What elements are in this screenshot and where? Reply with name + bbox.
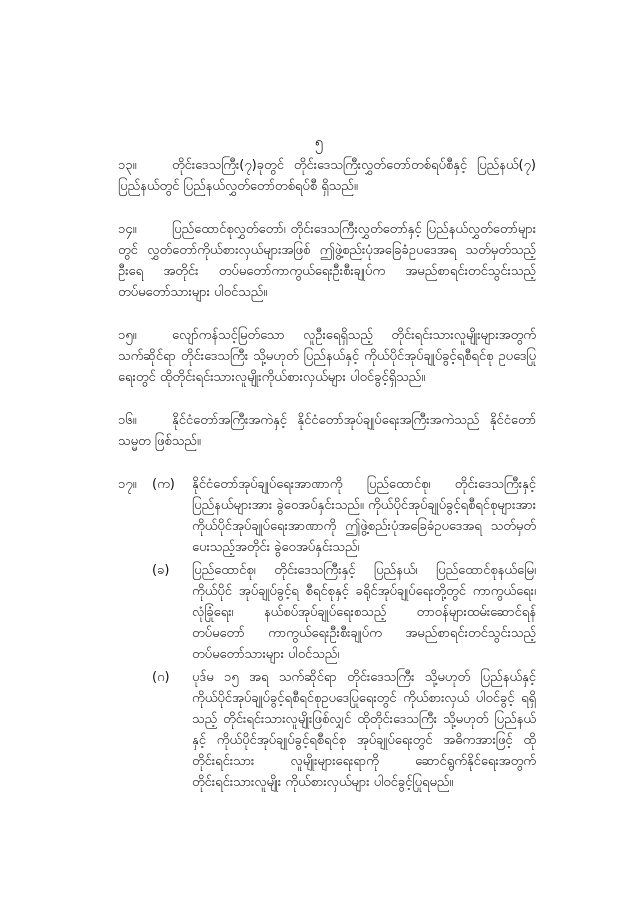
- document-body: [118, 155, 536, 795]
- paragraph-text: နိုင်ငံတော်အကြီးအကဲနှင့် နိုင်ငံတော်အုပ်ချုပ်ရေးအကြီးအကဲသည် နိုင်ငံတော်သမ္မတ ဖြစ်သည်။: [118, 413, 536, 449]
- paragraph-number: ၁၄။: [118, 222, 137, 237]
- paragraph-number: ၁၃။: [118, 158, 137, 173]
- sub-item-text: နိုင်ငံတော်အုပ်ချုပ်ရေးအာဏာကို ပြည်ထောင်စု၊ တိုင်းဒေသကြီးနှင့် ပြည်နယ်များအား ခွဲဝေအပ်နှင်းသည်။ ကိုယ်ပိုင်အုပ်ချုပ်ခွင့်ရစီရင်စုများအား ကိုယ်ပိုင်အုပ်ချုပ်ရေးအာဏာကို ဤဖွဲ့စည်းပုံအခြေခံဥပဒေအရ သတ်မှတ် ပေးသည့်အတိုင်း ခွဲဝေအပ်နှင်းသည်၊: [192, 477, 536, 555]
- sub-item-kha: [118, 560, 536, 665]
- paragraph-number: ၁၅။: [118, 328, 137, 343]
- paragraph-14: [118, 219, 536, 303]
- section-17-number: ၁၇။: [118, 477, 137, 492]
- sub-item-spacer: [118, 560, 152, 665]
- paragraph-16: [118, 410, 536, 452]
- page-number: ၅: [314, 133, 324, 151]
- sub-item-text: ပုဒ်မ ၁၅ အရ သက်ဆိုင်ရာ တိုင်းဒေသကြီး သို့မဟုတ် ပြည်နယ်နှင့် ကိုယ်ပိုင်အုပ်ချုပ်ခွင့်ရစီရင်စုဥပဒေပြုရေးတွင် ကိုယ်စားလှယ် ပါဝင်ခွင့် ရရှိသည့် တိုင်းရင်းသားလူမျိုးဖြစ်လျှင် ထိုတိုင်းဒေသကြီး သို့မဟုတ် ပြည်နယ်နှင့် ကိုယ်ပိုင်အုပ်ချုပ်ခွင့်ရစီရင်စု အုပ်ချုပ်ရေးတွင် အဓိကအားဖြင့် ထိုတိုင်းရင်းသား လူမျိုးများရေးရာကို ဆောင်ရွက်နိုင်ရေးအတွက် တိုင်းရင်းသားလူမျိုး ကိုယ်စားလှယ်များ ပါဝင်ခွင့်ပြုရမည်။: [192, 670, 536, 790]
- sub-item-text: ပြည်ထောင်စု၊ တိုင်းဒေသကြီးနှင့် ပြည်နယ်၊ ပြည်ထောင်စုနယ်မြေ၊ ကိုယ်ပိုင် အုပ်ချုပ်ခွင့်ရ စီရင်စုနှင့် ခရိုင်အုပ်ချုပ်ရေးတို့တွင် ကာကွယ်ရေး၊ လုံခြုံရေး၊ နယ်စပ်အုပ်ချုပ်ရေးစသည့် တာဝန်များထမ်းဆောင်ရန် တပ်မတော် ကာကွယ်ရေးဦးစီးချုပ်က အမည်စာရင်းတင်သွင်းသည့် တပ်မတော်သားများ ပါဝင်သည်၊: [192, 563, 536, 662]
- paragraph-number: ၁၆။: [118, 413, 137, 428]
- sub-item-spacer: [118, 667, 152, 793]
- sub-item-ka: [118, 474, 536, 558]
- sub-item-label: (က): [152, 477, 175, 492]
- sub-item-ga: [118, 667, 536, 793]
- sub-item-label: (ခ): [152, 563, 170, 578]
- paragraph-13: [118, 155, 536, 197]
- section-17: [118, 474, 536, 793]
- paragraph-text: တိုင်းဒေသကြီး(၇)ခုတွင် တိုင်းဒေသကြီးလွှတ်တော်တစ်ရပ်စီနှင့် ပြည်နယ်(၇) ပြည်နယ်တွင် ပြည်နယ်လွှတ်တော်တစ်ရပ်စီ ရှိသည်။: [118, 158, 536, 194]
- paragraph-15: [118, 325, 536, 388]
- paragraph-text: လျော်ကန်သင့်မြတ်သော လူဦးရေရှိသည့် တိုင်းရင်းသားလူမျိုးများအတွက် သက်ဆိုင်ရာ တိုင်းဒေသကြီး သို့မဟုတ် ပြည်နယ်နှင့် ကိုယ်ပိုင်အုပ်ချုပ်ခွင့်ရစီရင်စု ဥပဒေပြုရေးတွင် ထိုတိုင်းရင်းသားလူမျိုးကိုယ်စားလှယ်များ ပါဝင်ခွင့်ရှိသည်။: [118, 328, 536, 385]
- sub-item-label: (ဂ): [152, 670, 170, 685]
- paragraph-text: ပြည်ထောင်စုလွှတ်တော်၊ တိုင်းဒေသကြီးလွှတ်တော်နှင့် ပြည်နယ်လွှတ်တော်များတွင် လွှတ်တော်ကိုယ်စားလှယ်များအဖြစ် ဤဖွဲ့စည်းပုံအခြေခံဥပဒေအရ သတ်မှတ်သည့်ဦးရေ အတိုင်း တပ်မတော်ကာကွယ်ရေးဦးစီးချုပ်က အမည်စာရင်းတင်သွင်းသည့် တပ်မတော်သားများ ပါဝင်သည်။: [118, 222, 536, 300]
